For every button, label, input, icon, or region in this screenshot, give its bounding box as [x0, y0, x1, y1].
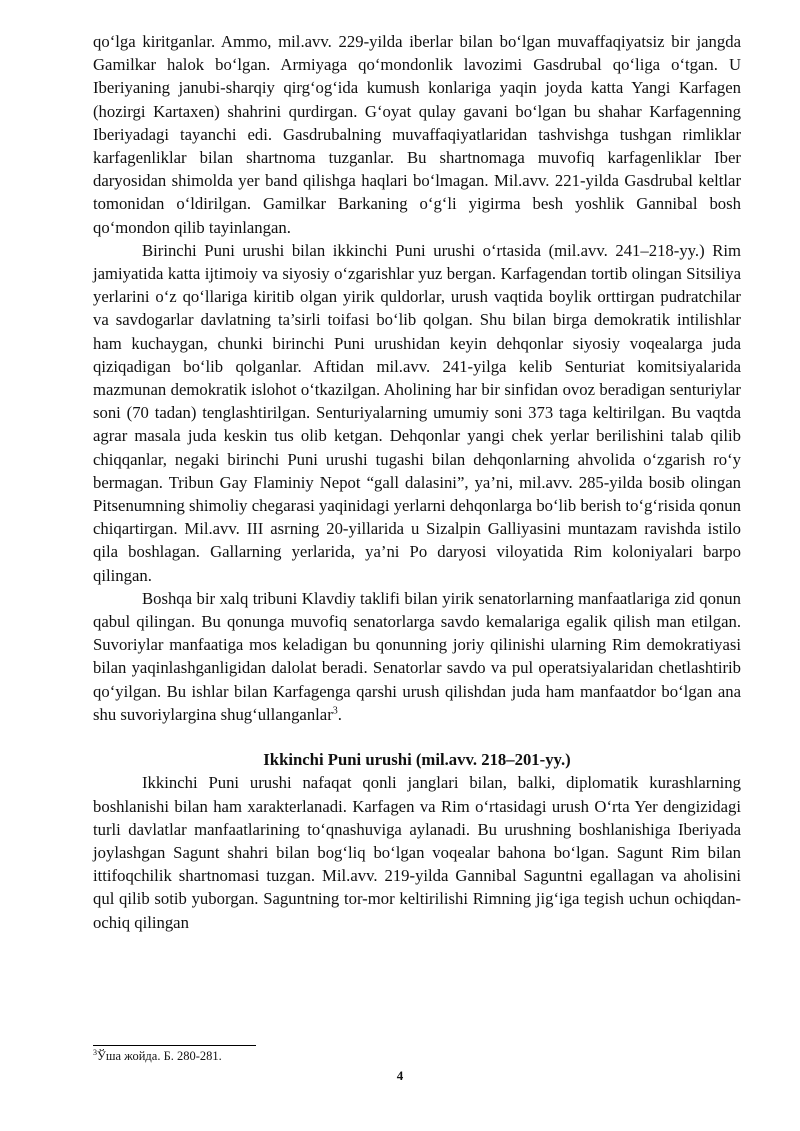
footnote-divider — [93, 1045, 256, 1046]
paragraph-1: qo‘lga kiritganlar. Ammo, mil.avv. 229-yilda iberlar bilan bo‘lgan muvaffaqiyatsiz bir jangda Gamilkar halok bo‘lgan. Armiyaga qo‘mondonlik lavozimi Gasdrubal qo‘liga o‘tgan. U Iberiyaning janubi-sharqiy qirg‘og‘ida kumush konlariga yaqin joyda katta Yangi Karfagen (hozirgi Kartaxen) shahrini qurdirgan. G‘oyat qulay gavani bo‘lgan bu shahar Karfagenning Iberiyadagi tayanchi edi. Gasdrubalning muvaffaqiyatlaridan tashvishga tushgan rimliklar karfagenliklar bilan shartnoma tuzganlar. Bu shartnomaga muvofiq karfagenliklar Iber daryosidan shimolda yer band qilishga haqlari bo‘lmagan. Mil.avv. 221-yilda Gasdrubal keltlar tomonidan o‘ldirilgan. Gamilkar Barkaning o‘g‘li yigirma besh yoshlik Gannibal bosh qo‘mondon qilib tayinlangan. — [93, 32, 741, 237]
paragraph-3 — [93, 587, 741, 726]
section-heading: Ikkinchi Puni urushi (mil.avv. 218–201-yy.) — [263, 750, 571, 770]
paragraph-3-text: Boshqa bir xalq tribuni Klavdiy taklifi bilan yirik senatorlarning manfaatlariga zid qonun qabul qilingan. Bu qonunga muvofiq senatorlarga savdo kemalariga egalik qilish man etilgan. Suvoriylar manfaatiga mos keladigan bu qonunning joriy qilinishi ularning Rim demokratiyasi bilan yaqinlashganligidan dalolat beradi. Senatorlar savdo va pul operatsiyalaridan chetlashtirib qo‘yilgan. Bu ishlar bilan Karfagenga qarshi urush qilishdan juda ham manfaatdor bo‘lgan ana shu suvoriylargina shug‘ullanganlar — [93, 588, 741, 724]
paragraph-2: Birinchi Puni urushi bilan ikkinchi Puni urushi o‘rtasida (mil.avv. 241–218-yy.) Rim jamiyatida katta ijtimoiy va siyosiy o‘zgarishlar yuz bergan. Karfagendan tortib olingan Sitsiliya yerlarini o‘z qo‘llariga kiritib olgan yirik quldorlar, urush vaqtida boylik orttirgan pudratchilar va savdogarlar davlatning ta’sirli toifasi bo‘lib qolgan. Shu bilan birga demokratik intilishlar ham kuchaygan, chunki birinchi Puni urushidan keyin dehqonlar siyosiy voqealarga juda qiziqadigan bo‘lib qolganlar. Aftidan mil.avv. 241-yilga kelib Senturiat komitsiyalarida mazmunan demokratik islohot o‘tkazilgan. Aholining har bir sinfidan ovoz beradigan senturiylar soni (70 tadan) tenglashtirilgan. Senturiyalarning umumiy soni 373 taga keltirilgan. Bu vaqtda agrar masala juda keskin tus olib ketgan. Dehqonlar yangi chek yerlar berilishini talab qilib chiqqanlar, negaki birinchi Puni urushi tugashi bilan dehqonlarning ahvolida o‘zgarish ro‘y bermagan. Tribun Gay Flaminiy Nepot “gall dalasini”, ya’ni, mil.avv. 285-yilda bosib olingan Pitsenumning shimoliy chegarasi yaqinidagi yerlarni dehqonlarga bo‘lib berish to‘g‘risida qonun chiqartirgan. Mil.avv. III asrning 20-yillarida u Sizalpin Galliyasini muntazam ravishda istilo qila boshlagan. Gallarning yerlarida, ya’ni Po daryosi viloyatida Rim koloniyalari barpo qilingan. — [93, 240, 741, 585]
page-body — [93, 30, 741, 934]
footnote-marker: 3 — [93, 1047, 97, 1057]
paragraph-3-end: . — [337, 704, 342, 724]
footnote-text: Ўша жойда. Б. 280-281. — [97, 1049, 222, 1063]
paragraph-4: Ikkinchi Puni urushi nafaqat qonli janglari bilan, balki, diplomatik kurashlarning boshlanishi bilan ham xarakterlanadi. Karfagen va Rim o‘rtasidagi urush O‘rta Yer dengizidagi turli davlatlar manfaatlarining to‘qnashuviga aylanadi. Bu urushning boshlanishiga Iberiyada joylashgan Sagunt shahri bilan bog‘liq bo‘lgan voqealar bahona bo‘lgan. Sagunt Rim bilan ittifoqchilik shartnomasi tuzgan. Mil.avv. 219-yilda Gannibal Saguntni egallagan va aholisini qul qilib sotib yuborgan. Saguntning tor-mor keltirilishi Rimning jig‘iga tegish uchun ochiqdan-ochiq qilingan — [93, 773, 741, 932]
page-number: 4 — [396, 1068, 404, 1083]
footnote-reference[interactable]: 3 — [332, 705, 338, 717]
footnote — [93, 1048, 222, 1064]
